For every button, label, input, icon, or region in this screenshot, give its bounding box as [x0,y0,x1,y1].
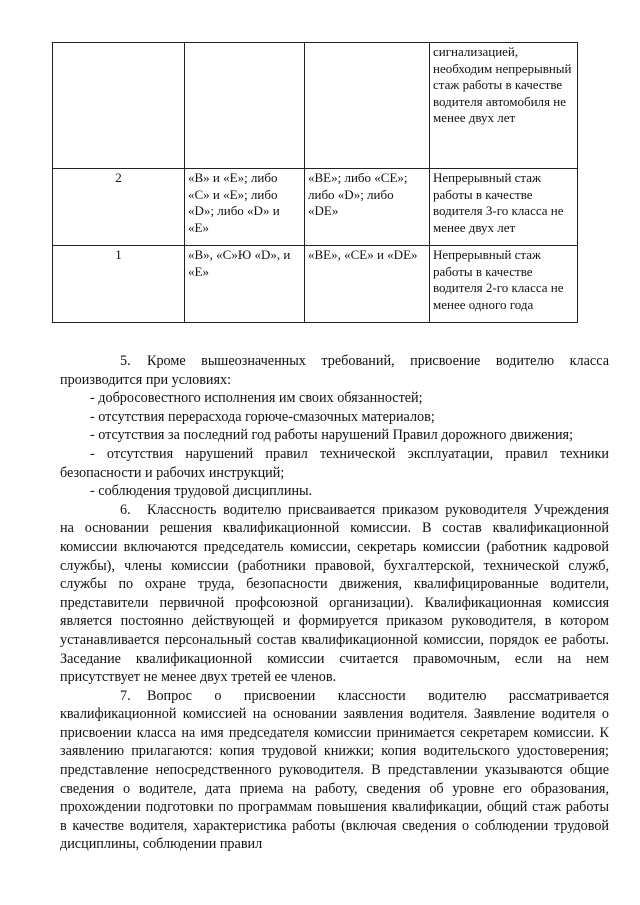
class-cell [53,43,185,169]
paragraph-7 [60,687,609,854]
requirement-cell: Непрерывный стаж работы в качестве водителя 2-го класса не менее одного года [430,246,578,323]
condition-item: - отсутствия за последний год работы нарушений Правил дорожного движения; [90,427,574,444]
paragraph-number: 7. [120,687,131,704]
paragraph-5 [60,352,609,389]
requirement-cell: сигнализацией, необходим непрерывный стаж работы в качестве водителя автомобиля не менее двух лет [430,43,578,169]
condition-item: - отсутствия перерасхода горюче-смазочных материалов; [90,408,435,425]
paragraph-text: Классность водителю присваивается приказом руководителя Учреждения на основании решения квалификационной комиссии. В состав квалификационной комиссии включаются председатель комиссии, секретарь комиссии (работник кадровой службы), члены комиссии (работники правовой, бухгалтерской, технической служб, службы по охране труда, безопасности движения, квалифицированные водители, представители первичной профсоюзной организации). Квалификационная комиссия является постоянно действующей и формируется приказом руководителя, в котором устанавливается персональный состав квалификационной комиссии, порядок ее работы. Заседание квалификационной комиссии считается правомочным, если на нем присутствует не менее двух третей ее членов. [60,501,609,686]
paragraph-number: 5. [120,353,131,369]
trailer-categories-cell: «ВЕ»; либо «СЕ»; либо «D»; либо «DE» [305,169,430,246]
condition-item: - добросовестного исполнения им своих обязанностей; [90,390,423,407]
trailer-categories-cell: «ВЕ», «СЕ» и «DE» [305,246,430,323]
class-cell: 2 [53,169,185,246]
trailer-categories-cell [305,43,430,169]
categories-cell: «В» и «Е»; либо «С» и «Е»; либо «D»; либо «D» и «Е» [185,169,305,246]
categories-cell [185,43,305,169]
paragraph-text: Кроме вышеозначенных требований, присвоение водителю класса производится при условиях: [60,353,609,388]
body-text [60,352,609,854]
table-row [53,246,578,323]
categories-cell: «В», «С»Ю «D», и «Е» [185,246,305,323]
table-row [53,43,578,169]
table-row [53,169,578,246]
driver-class-table [52,42,578,323]
paragraph-6 [60,501,609,687]
paragraph-number: 6. [120,501,131,518]
condition-item: - соблюдения трудовой дисциплины. [90,483,313,500]
class-cell: 1 [53,246,185,323]
requirement-cell: Непрерывный стаж работы в качестве водителя 3-го класса не менее двух лет [430,169,578,246]
condition-item: - отсутствия нарушений правил технической эксплуатации, правил техники безопасности и рабочих инструкций; [60,445,609,481]
paragraph-text: Вопрос о присвоении классности водителю рассматривается квалификационной комиссией на основании заявления водителя. Заявление водителя о присвоении класса на имя председателя комиссии принимается секретарем комиссии. К заявлению прилагаются: копия трудовой книжки; копия водительского удостоверения; представление непосредственного руководителя. В представлении указываются общие сведения о водителе, дата приема на работу, сведения об уровне его образования, прохождении подготовки по программам повышения квалификации, общий стаж работы в качестве водителя, характеристика работы (включая сведения о соблюдении трудовой дисциплины, соблюдении правил [60,687,609,853]
